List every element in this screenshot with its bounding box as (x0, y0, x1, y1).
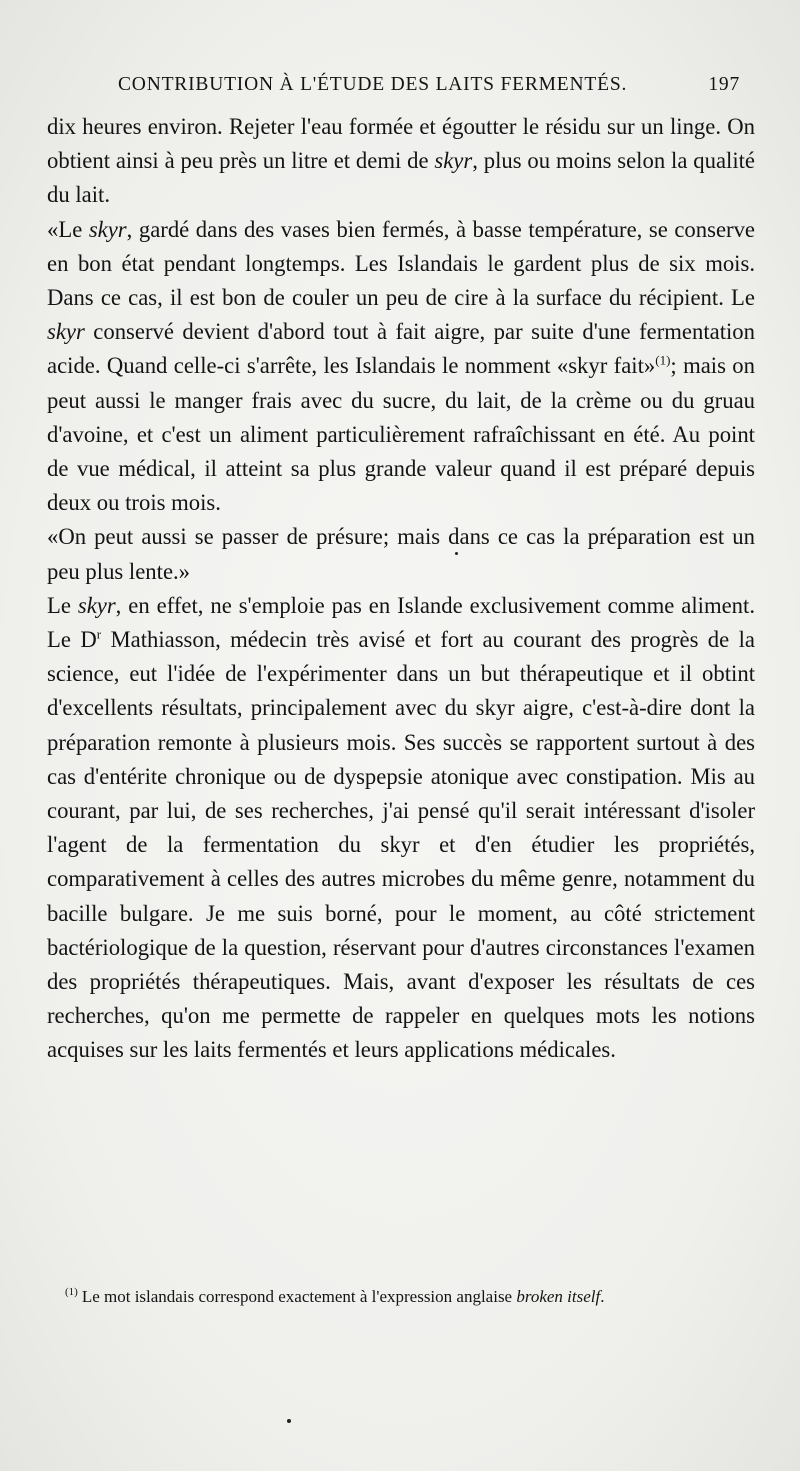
page-number: 197 (708, 74, 740, 95)
footnote-italic-phrase: broken itself (516, 1287, 601, 1306)
paragraph-2-open: «Le (47, 216, 89, 242)
footnote-mark: (1) (65, 1286, 78, 1299)
paragraph-4-text-a: , en effet, ne s'emploie pas en Islande exclusivement comme aliment. Le D (47, 592, 755, 653)
paragraph-1-end: , plus ou moins selon la qualité du lait. (47, 148, 755, 208)
paragraph-2 (47, 213, 755, 521)
paragraph-4-text-b: Mathiasson, médecin très avisé et fort au courant des progrès de la science, eut l'idée de l'expérimenter dans un but thérapeutique et il obtint d'excellents résultats, principalement avec du skyr aigre, c'est-à-dire dont la préparation remonte à plusieurs mois. Ses succès se rapportent surtout à des cas d'entérite chronique ou de dyspepsie atonique avec constipation. Mis au courant, par lui, de ses recherches, j'ai pensé qu'il serait intéressant d'isoler l'agent de la fermentation du skyr et d'en étudier les propriétés, comparativement à celles des autres microbes du même genre, notamment du bacille bulgare. Je me suis borné, pour le moment, au côté strictement bactériologique de la question, réservant pour d'autres circonstances l'examen des propriétés thérapeutiques. Mais, avant d'exposer les résultats de ces recherches, qu'on me permette de rappeler en quelques mots les notions acquises sur les laits fermentés et leurs applications médicales. (47, 627, 755, 1063)
footnote (47, 1282, 755, 1312)
footnote-text: Le mot islandais correspond exactement à l'expression anglaise (81, 1287, 517, 1306)
paragraph-4 (47, 589, 755, 1068)
doctor-abbrev-superscript: r (96, 626, 102, 642)
skyr-term: skyr (77, 592, 116, 618)
footnote-end: . (600, 1287, 605, 1306)
running-header (118, 68, 740, 102)
paragraph-4-open: Le (47, 592, 78, 618)
ink-speck (455, 552, 458, 555)
body-text (47, 110, 755, 1068)
paragraph-2-text-c: ; mais on peut aussi le manger frais avec du sucre, du lait, de la crème ou du gruau d'avoine, et c'est un aliment particulièrement rafraîchissant en été. Au point de vue médical, il atteint sa plus grande valeur quand il est préparé depuis deux ou trois mois. (47, 353, 755, 516)
paragraph-3 (47, 520, 755, 588)
paragraph-2-text-b: conservé devient d'abord tout à fait aigre, par suite d'une fermentation acide. Quand celle-ci s'arrête, les Islandais le nomment «skyr fait» (47, 319, 755, 379)
ink-speck (287, 1419, 291, 1423)
running-title: CONTRIBUTION À L'ÉTUDE DES LAITS FERMENTÉS. (118, 74, 628, 95)
skyr-term: skyr (434, 148, 473, 174)
skyr-term: skyr (47, 319, 85, 345)
paragraph-1 (47, 110, 755, 213)
footnote-reference[interactable]: (1) (655, 352, 671, 368)
paragraph-1-text: dix heures environ. Rejeter l'eau formée et égoutter le résidu sur un linge. On obtient ainsi à peu près un litre et demi de (47, 114, 755, 174)
paragraph-2-text-a: , gardé dans des vases bien fermés, à basse température, se conserve en bon état pendant longtemps. Les Islandais le gardent plus de six mois. Dans ce cas, il est bon de couler un peu de cire à la surface du récipient. Le (47, 216, 755, 311)
paragraph-3-text: «On peut aussi se passer de présure; mais dans ce cas la préparation est un peu plus lente.» (47, 524, 755, 584)
skyr-term: skyr (88, 216, 127, 242)
